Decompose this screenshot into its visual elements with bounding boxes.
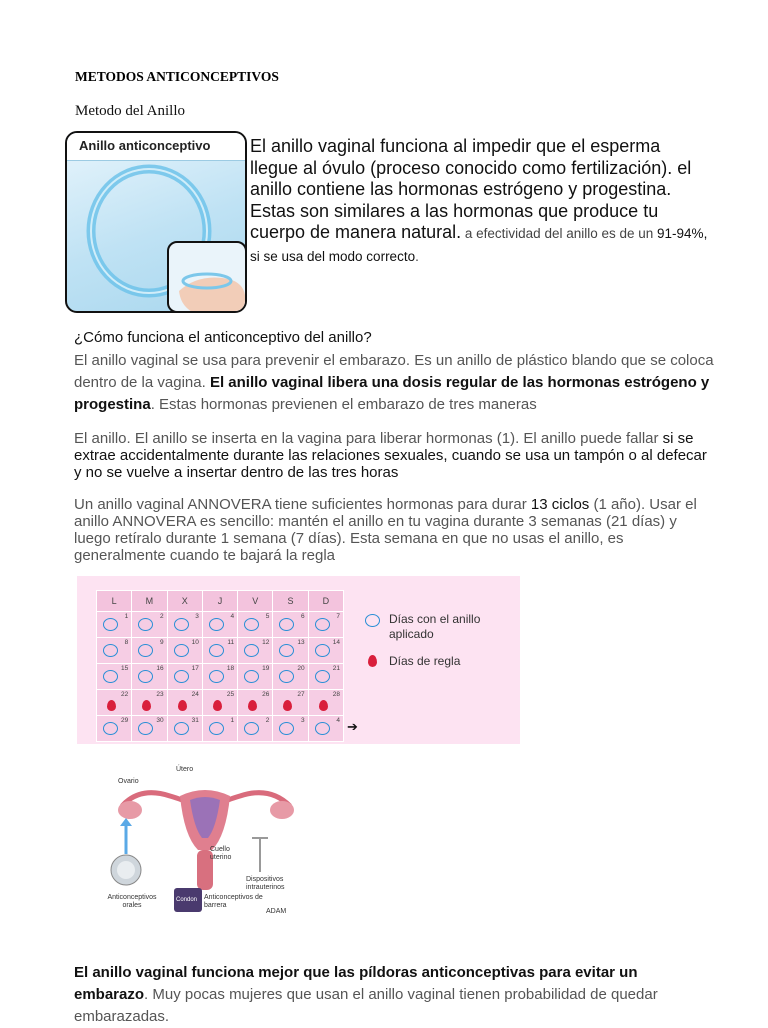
calendar-day-cell (308, 664, 343, 690)
legend-ring: Días con el anillo aplicado (365, 612, 499, 642)
next-arrow-icon: ➔ (347, 719, 358, 734)
ring-day-icon (103, 644, 118, 657)
ring-day-icon (209, 618, 224, 631)
calendar-day-cell (132, 690, 167, 716)
calendar-day-cell (167, 716, 202, 742)
ring-day-icon (315, 618, 330, 631)
ring-day-icon (103, 618, 118, 631)
calendar-day-number: 22 (121, 691, 129, 698)
ring-day-icon (244, 644, 259, 657)
calendar-day-number: 9 (159, 639, 164, 646)
label-diu: Dispositivos intrauterinos (246, 876, 285, 891)
calendar-day-number: 15 (121, 665, 129, 672)
ring-day-icon (103, 670, 118, 683)
calendar-day-number: 20 (297, 665, 305, 672)
calendar-day-number: 14 (332, 639, 340, 646)
period-drop-icon (319, 700, 328, 711)
ring-calendar (77, 576, 520, 744)
calendar-day-number: 31 (191, 717, 199, 724)
closing-highlight: El anillo vaginal funciona mejor que las píldoras anticonceptivas para evitar un embarazo (74, 964, 638, 1003)
calendar-day-number: 11 (227, 639, 235, 646)
drop-legend-icon (368, 655, 377, 667)
ring-day-icon (138, 670, 153, 683)
calendar-day-cell (273, 612, 308, 638)
ring-day-icon (279, 670, 294, 683)
ring-day-icon (315, 670, 330, 683)
paragraph-how-it-works: El anillo vaginal se usa para prevenir el embarazo. Es un anillo de plástico blando que se coloca dentro de la vagina. El anillo vaginal libera una dosis regular de las hormonas estrógeno y progestina. Estas hormonas previenen el embarazo de tres maneras (74, 352, 714, 413)
ring-day-icon (244, 618, 259, 631)
calendar-day-cell (97, 664, 132, 690)
calendar-week-row (97, 716, 344, 742)
calendar-day-cell (308, 638, 343, 664)
intro-text: El anillo vaginal funciona al impedir que el esperma llegue al óvulo (proceso conocido como fertilización). el anillo contiene las hormonas estrógeno y progestina. Estas son similares a las hormonas que produce tu cuerpo de manera natural. (250, 136, 692, 242)
calendar-day-cell (238, 612, 273, 638)
question-heading: ¿Cómo funciona el anticonceptivo del anillo? (74, 329, 372, 346)
period-drop-icon (142, 700, 151, 711)
calendar-day-number: 19 (262, 665, 270, 672)
calendar-day-cell (273, 664, 308, 690)
page-title: METODOS ANTICONCEPTIVOS (75, 69, 279, 84)
closing-paragraph: El anillo vaginal funciona mejor que las píldoras anticonceptivas para evitar un embarazo. Muy pocas mujeres que usan el anillo vaginal tienen probabilidad de quedar embarazadas. (74, 964, 658, 1025)
ring-day-icon (315, 644, 330, 657)
label-barrera: Anticonceptivos de barrera (204, 894, 263, 909)
ring-day-icon (315, 722, 330, 735)
ring-product-image (65, 131, 247, 313)
calendar-day-number: 24 (191, 691, 199, 698)
label-orales: Anticonceptivos orales (107, 894, 157, 909)
label-utero: Útero (176, 766, 194, 773)
hormone-highlight: El anillo vaginal libera una dosis regular de las hormonas estrógeno y progestina (74, 374, 710, 413)
calendar-day-number: 16 (156, 665, 164, 672)
calendar-day-number: 4 (230, 613, 235, 620)
calendar-day-number: 2 (159, 613, 164, 620)
calendar-day-header: V (238, 591, 273, 612)
ring-day-icon (138, 644, 153, 657)
paragraph-annovera: Un anillo vaginal ANNOVERA tiene suficientes hormonas para durar 13 ciclos (1 año). Usar el anillo ANNOVERA es sencillo: mantén el anillo en tu vagina durante 3 semanas (21 días) y luego retíralo durante 1 semana (7 días). Esta semana en que no usas el anillo, es generalmente cuando te bajará la regla (74, 496, 697, 564)
calendar-day-cell (202, 716, 237, 742)
calendar-day-number: 13 (297, 639, 305, 646)
ring-day-icon (209, 670, 224, 683)
section-subtitle: Metodo del Anillo (75, 103, 185, 119)
calendar-day-number: 4 (336, 717, 340, 724)
calendar-day-cell (273, 638, 308, 664)
calendar-day-cell (97, 716, 132, 742)
calendar-day-cell (202, 690, 237, 716)
calendar-day-header: X (167, 591, 202, 612)
calendar-day-cell (238, 690, 273, 716)
calendar-day-number: 2 (265, 717, 270, 724)
period-drop-icon (213, 700, 222, 711)
calendar-day-number: 7 (336, 613, 340, 620)
ring-image-caption: Anillo anticonceptivo (67, 133, 245, 161)
calendar-day-number: 12 (262, 639, 270, 646)
calendar-day-number: 29 (121, 717, 129, 724)
calendar-day-cell (238, 638, 273, 664)
ring-day-icon (138, 722, 153, 735)
calendar-day-number: 27 (297, 691, 305, 698)
calendar-day-cell (308, 612, 343, 638)
ring-day-icon (279, 722, 294, 735)
calendar-day-number: 26 (262, 691, 270, 698)
calendar-day-cell (308, 690, 343, 716)
calendar-day-number: 3 (301, 717, 305, 724)
calendar-week-row (97, 664, 344, 690)
ring-day-icon (103, 722, 118, 735)
calendar-day-cell (132, 612, 167, 638)
calendar-day-cell (167, 664, 202, 690)
calendar-day-number: 1 (124, 613, 129, 620)
label-ovario: Ovario (118, 778, 139, 785)
cycles-value: 13 ciclos (530, 496, 590, 513)
label-cuello: Cuello uterino (210, 846, 232, 861)
period-drop-icon (248, 700, 257, 711)
calendar-day-cell (97, 612, 132, 638)
calendar-day-cell (202, 638, 237, 664)
calendar-day-cell (132, 638, 167, 664)
calendar-day-number: 21 (332, 665, 340, 672)
calendar-grid (96, 590, 344, 742)
calendar-day-number: 3 (195, 613, 199, 620)
calendar-day-header: M (132, 591, 167, 612)
calendar-day-number: 23 (156, 691, 164, 698)
hand-ring-inset (167, 241, 247, 313)
calendar-day-cell (167, 612, 202, 638)
effectiveness-value: 91-94%, si se usa del modo correcto (250, 226, 708, 264)
calendar-week-row (97, 690, 344, 716)
calendar-day-cell (167, 690, 202, 716)
ring-day-icon (279, 618, 294, 631)
calendar-day-cell (132, 664, 167, 690)
calendar-week-row (97, 612, 344, 638)
paragraph-failure: El anillo. El anillo se inserta en la vagina para liberar hormonas (1). El anillo puede fallar si se extrae accidentalmente durante las relaciones sexuales, cuando se usa un tampón o al defecar y no se vuelve a insertar dentro de las tres horas (74, 430, 707, 481)
period-drop-icon (283, 700, 292, 711)
intro-paragraph (250, 136, 710, 267)
ring-day-icon (244, 670, 259, 683)
calendar-day-number: 25 (226, 691, 235, 698)
calendar-week-row (97, 638, 344, 664)
calendar-day-cell (308, 716, 343, 742)
calendar-day-header: L (97, 591, 132, 612)
legend-drop: Días de regla (365, 654, 460, 669)
ring-day-icon (174, 618, 189, 631)
calendar-day-cell (273, 716, 308, 742)
calendar-day-header: J (202, 591, 237, 612)
calendar-day-cell (97, 638, 132, 664)
ring-day-icon (174, 644, 189, 657)
period-drop-icon (178, 700, 187, 711)
calendar-day-number: 10 (191, 639, 199, 646)
calendar-day-cell (202, 664, 237, 690)
calendar-day-number: 28 (332, 691, 340, 698)
period-drop-icon (107, 700, 116, 711)
ring-day-icon (209, 644, 224, 657)
label-condon: Condon (176, 897, 198, 903)
anatomy-illustration (100, 766, 310, 920)
calendar-day-cell (202, 612, 237, 638)
failure-conditions: si se extrae accidentalmente durante las relaciones sexuales, cuando se usa un tampón o al defecar y no se vuelve a insertar dentro de las tres horas (74, 430, 707, 481)
calendar-day-cell (167, 638, 202, 664)
calendar-day-number: 17 (191, 665, 199, 672)
calendar-day-number: 30 (156, 717, 164, 724)
effectiveness-text: a efectividad del anillo es de un 91-94%, si se usa del modo correcto. (250, 226, 708, 264)
calendar-day-number: 8 (124, 639, 129, 646)
calendar-day-cell (238, 716, 273, 742)
calendar-day-cell (273, 690, 308, 716)
calendar-day-number: 6 (301, 613, 305, 620)
ring-day-icon (174, 722, 189, 735)
calendar-day-cell (238, 664, 273, 690)
calendar-day-number: 1 (230, 717, 235, 724)
ring-day-icon (209, 722, 224, 735)
calendar-day-header: S (273, 591, 308, 612)
adam-logo: ADAM (266, 908, 287, 915)
ring-day-icon (279, 644, 294, 657)
calendar-day-number: 5 (265, 613, 270, 620)
calendar-day-number: 18 (226, 665, 235, 672)
ring-day-icon (244, 722, 259, 735)
calendar-day-header: D (308, 591, 343, 612)
ring-day-icon (174, 670, 189, 683)
calendar-day-cell (97, 690, 132, 716)
ring-day-icon (138, 618, 153, 631)
ring-legend-icon (365, 614, 380, 627)
calendar-day-cell (132, 716, 167, 742)
